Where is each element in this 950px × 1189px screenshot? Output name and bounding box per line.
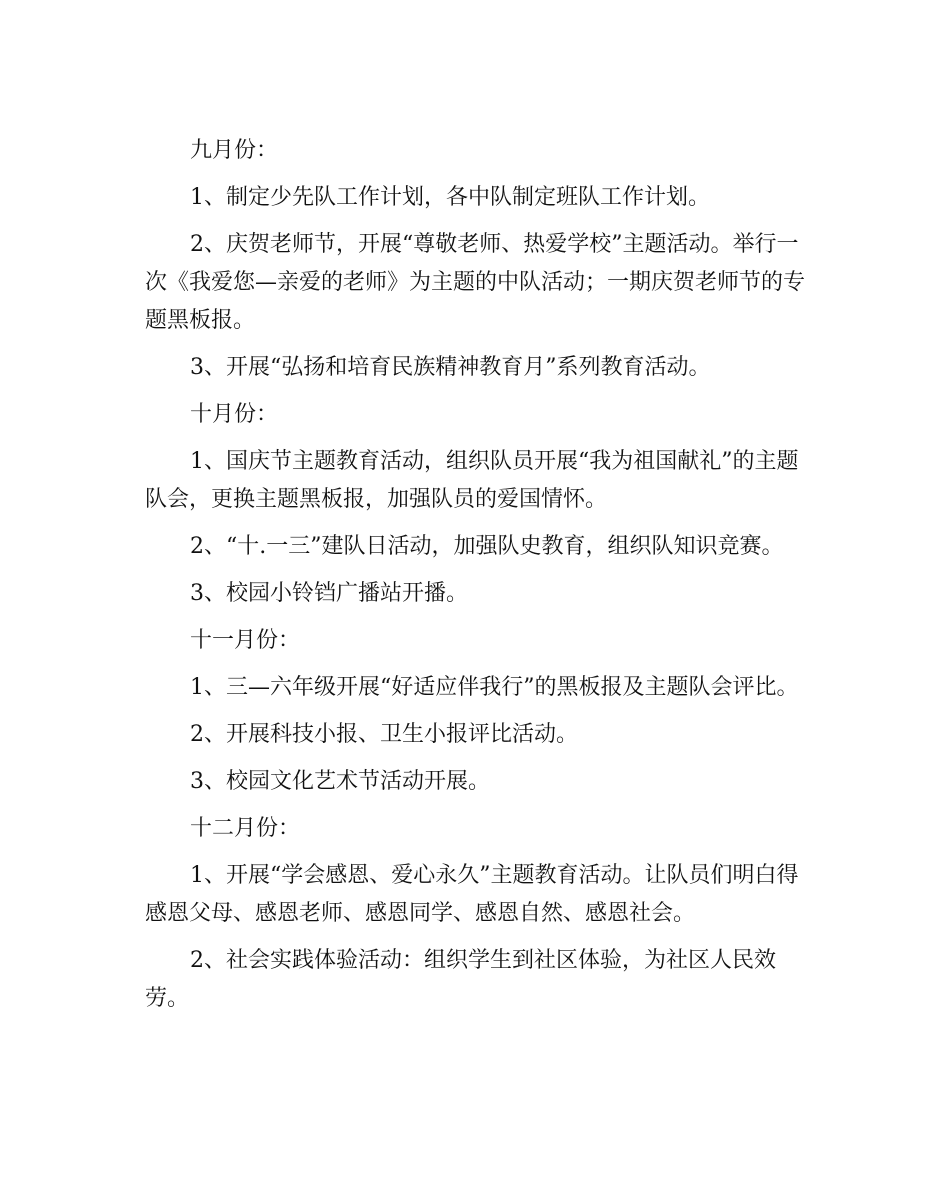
section-heading-december: 十二月份： xyxy=(190,816,301,841)
list-item: 1、制定少先队工作计划，各中队制定班队工作计划。 xyxy=(190,185,710,210)
list-item: 1、开展“学会感恩、爱心永久”主题教育活动。让队员们明白得感恩父母、感恩老师、感恩同学、感恩自然、感恩社会。 xyxy=(145,863,799,926)
list-item: 2、庆贺老师节，开展“尊敬老师、热爱学校”主题活动。举行一次《我爱您—亲爱的老师》为主题的中队活动；一期庆贺老师节的专题黑板报。 xyxy=(145,232,806,333)
section-heading-november: 十一月份： xyxy=(190,628,301,653)
list-item: 3、开展“弘扬和培育民族精神教育月”系列教育活动。 xyxy=(190,355,711,380)
list-item: 1、三—六年级开展“好适应伴我行”的黑板报及主题队会评比。 xyxy=(190,675,799,700)
document-body xyxy=(145,132,810,1027)
list-item: 3、校园文化艺术节活动开展。 xyxy=(190,769,490,794)
list-item: 2、“十.一三”建队日活动，加强队史教育，组织队知识竞赛。 xyxy=(190,534,784,559)
section-heading-september: 九月份： xyxy=(190,138,279,163)
list-item: 1、国庆节主题教育活动，组织队员开展“我为祖国献礼”的主题队会，更换主题黑板报，加强队员的爱国情怀。 xyxy=(145,449,799,512)
list-item: 3、校园小铃铛广播站开播。 xyxy=(190,581,468,606)
section-heading-october: 十月份： xyxy=(190,402,279,427)
list-item: 2、社会实践体验活动：组织学生到社区体验，为社区人民效劳。 xyxy=(145,948,776,1011)
list-item: 2、开展科技小报、卫生小报评比活动。 xyxy=(190,722,578,747)
